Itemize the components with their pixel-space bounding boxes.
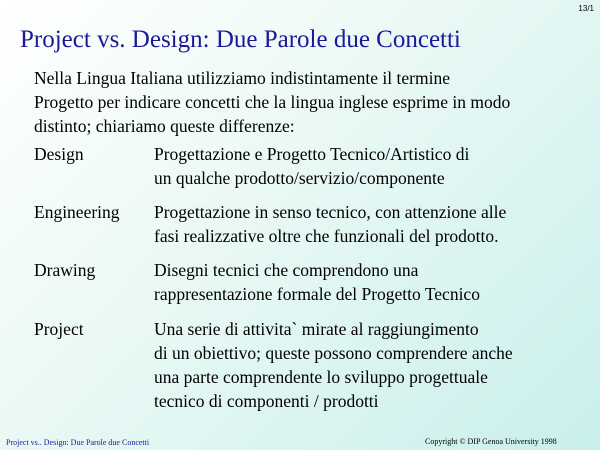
definition-line: un qualche prodotto/servizio/componente (154, 168, 445, 188)
definition-line: Disegni tecnici che comprendono una (154, 260, 419, 280)
definition-line: Progettazione in senso tecnico, con attenzione alle (154, 202, 507, 222)
definition-project (154, 317, 594, 413)
definition-line: di un obiettivo; queste possono comprendere anche (154, 343, 513, 363)
intro-line: Progetto per indicare concetti che la lingua inglese esprime in modo (34, 92, 511, 112)
definition-line: tecnico di componenti / prodotti (154, 391, 379, 411)
intro-line: distinto; chiariamo queste differenze: (34, 116, 295, 136)
definition-drawing (154, 258, 594, 306)
footer-copyright: Copyright © DIP Genoa University 1998 (425, 437, 557, 446)
term-drawing: Drawing (34, 260, 96, 280)
term-design: Design (34, 144, 84, 164)
footer-title: Project vs.. Design: Due Parole due Concetti (6, 438, 150, 447)
intro-paragraph (34, 66, 594, 138)
definition-engineering (154, 200, 594, 248)
term-project: Project (34, 319, 84, 339)
definition-line: rappresentazione formale del Progetto Tecnico (154, 284, 480, 304)
definition-line: una parte comprendente lo sviluppo progettuale (154, 367, 488, 387)
definition-line: fasi realizzative oltre che funzionali del prodotto. (154, 226, 499, 246)
definition-line: Progettazione e Progetto Tecnico/Artistico di (154, 144, 470, 164)
definition-design (154, 142, 594, 190)
intro-line: Nella Lingua Italiana utilizziamo indistintamente il termine (34, 68, 450, 88)
slide-number: 13/1 (578, 4, 594, 13)
slide-title: Project vs. Design: Due Parole due Concetti (20, 26, 461, 53)
definition-line: Una serie di attivita` mirate al raggiungimento (154, 319, 479, 339)
term-engineering: Engineering (34, 202, 120, 222)
